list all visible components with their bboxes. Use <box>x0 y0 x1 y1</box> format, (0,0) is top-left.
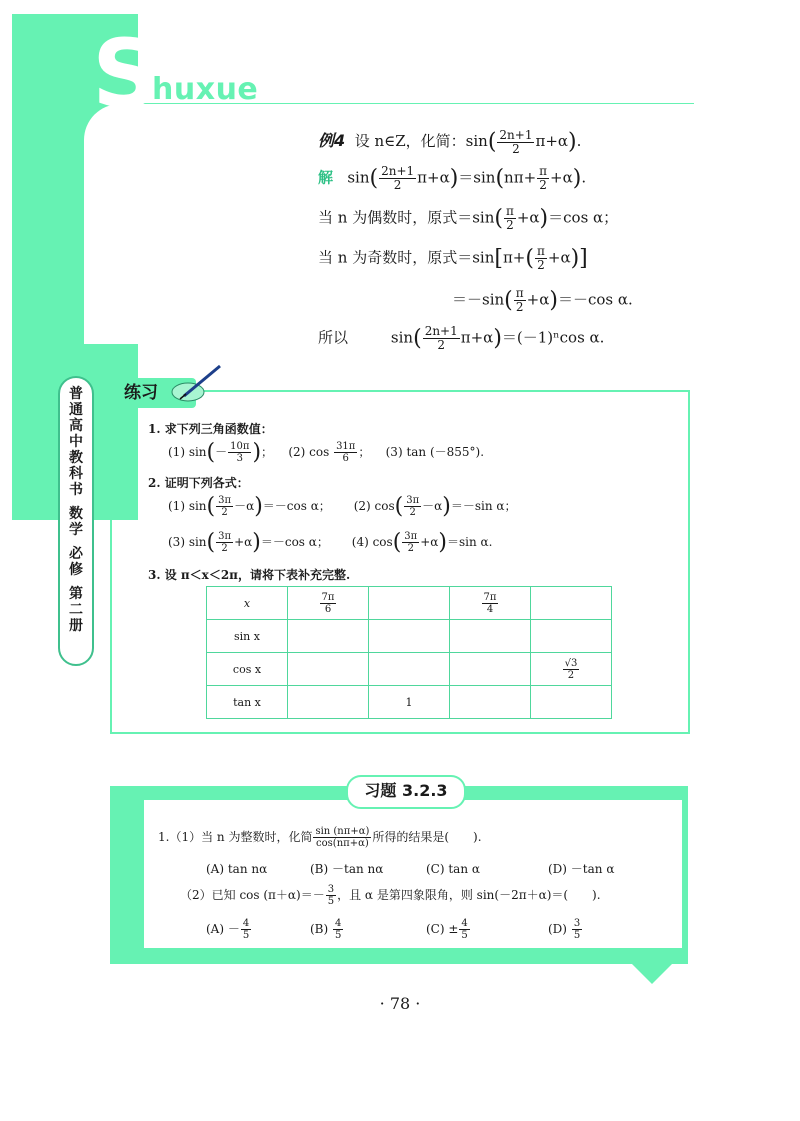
practice-q2-row2: (3) sin( $\frac{3\pi}{2}$ +α)＝－cos α； (4) cos( $\frac{3\pi}{2}$ +α)＝sin α. <box>168 530 493 555</box>
table-row-header: cos x <box>207 653 288 686</box>
table-row <box>207 686 612 719</box>
example-problem: 例4 设 n∈Z，化简：sin( $\frac{2n+1}{2}$ π+α). <box>318 127 582 156</box>
option-b: (B) $\frac{4}{5}$ <box>310 918 342 941</box>
practice-q1: 1. 求下列三角函数值： <box>148 422 273 436</box>
practice-q1-parts: (1) sin(－ $\frac{10\pi}{3}$ )； (2) cos $\frac{31\pi}{6}$ ； (3) tan (－855°). <box>168 440 485 465</box>
table-row: cos x $\frac{√3}{2}$ <box>207 653 612 686</box>
triangle-marker <box>632 964 672 984</box>
solution-line-odd-2: ＝－sin( $\frac{\pi}{2}$ +α)＝－cos α. <box>452 286 633 314</box>
page-number: · 78 · <box>379 994 421 1013</box>
logo-big-letter: S <box>92 20 160 129</box>
table-row <box>207 620 612 653</box>
option-d: (D) $\frac{3}{5}$ <box>548 918 581 941</box>
option-b: (B) －tan nα <box>310 862 384 876</box>
practice-q3: 3. 设 π＜x＜2π，请将下表补充完整. <box>148 568 351 582</box>
option-c: (C) ± $\frac{4}{5}$ <box>426 918 468 941</box>
solution-line-final: 所以 sin( $\frac{2n+1}{2}$ π+α)＝(－1)ⁿcos α. <box>318 324 605 352</box>
exercise-q2-options <box>206 918 656 941</box>
value-table <box>206 586 612 719</box>
exercise-q2: （2）已知 cos (π＋α)＝－ $\frac{3}{5}$ ，且 α 是第四象限角，则 sin(－2π＋α)＝( ). <box>180 884 601 907</box>
exercise-q1-options <box>206 860 656 877</box>
option-c: (C) tan α <box>426 862 480 876</box>
solution-line-even: 当 n 为偶数时，原式＝sin( $\frac{\pi}{2}$ +α)＝cos α； <box>318 204 619 232</box>
practice-q2-row1: (1) sin( $\frac{3\pi}{2}$ －α)＝－cos α； (2) cos( $\frac{3\pi}{2}$ －α)＝－sin α； <box>168 494 517 519</box>
example-label: 例4 <box>318 131 346 150</box>
solution-line-1: 解 sin( $\frac{2n+1}{2}$ π+α)＝sin(nπ+ $\frac{\pi}{2}$ +α). <box>318 164 587 192</box>
table-row-header: x <box>207 587 288 620</box>
side-tab-text: 普 通 高 中 教 科 书 数 学 必 修 第 二 册 <box>69 386 83 634</box>
logo-text: huxue <box>152 72 259 107</box>
option-a: (A) － $\frac{4}{5}$ <box>206 918 250 941</box>
practice-q2: 2. 证明下列各式： <box>148 476 249 490</box>
option-d: (D) －tan α <box>548 862 615 876</box>
solution-label: 解 <box>318 168 334 187</box>
table-row-header: sin x <box>207 620 288 653</box>
practice-title: 练习 <box>116 378 196 408</box>
exercise-q1: 1.（1）当 n 为整数时，化简 $\frac{\sin (n\pi+\alpha)}{\cos(n\pi+\alpha)}$ 所得的结果是( ). <box>158 826 482 849</box>
table-row: x $\frac{7\pi}{6}$ $\frac{7\pi}{4}$ <box>207 587 612 620</box>
option-a: (A) tan nα <box>206 862 268 876</box>
pen-icon <box>168 362 224 404</box>
solution-line-odd: 当 n 为奇数时，原式＝sin[π+( $\frac{\pi}{2}$ +α)] <box>318 244 588 272</box>
exercise-title: 习题 3.2.3 <box>346 775 466 809</box>
table-row-header: tan x <box>207 686 288 719</box>
table-cell-value: 1 <box>369 686 450 719</box>
